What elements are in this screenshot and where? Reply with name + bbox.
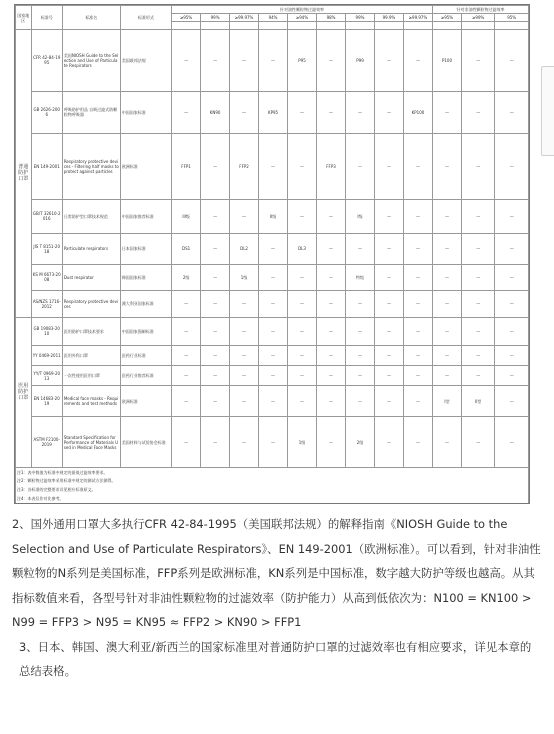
cell-value: —: [259, 346, 288, 366]
cell-value: —: [201, 317, 230, 346]
cell-value: —: [461, 346, 494, 366]
cell-value: —: [495, 200, 529, 233]
cell-value: —: [374, 91, 403, 133]
table-row: [16, 317, 529, 346]
cell-value: —: [230, 386, 259, 417]
cell-value: —: [432, 291, 461, 318]
cell-value: —: [317, 366, 346, 386]
standards-comparison-table: [14, 4, 530, 504]
cell-std-no: KS M 6673-2008: [31, 264, 62, 291]
cell-value: —: [201, 291, 230, 318]
cell-value: —: [432, 317, 461, 346]
table-footnote: 注4：本表仅作对比参考。: [16, 494, 529, 503]
header-sub: ≥99%: [461, 14, 494, 22]
cell-value: 1级: [230, 264, 259, 291]
cell-value: —: [259, 264, 288, 291]
cell-std-form: 医药行业标准: [120, 346, 171, 366]
header-sub: 99%: [201, 14, 230, 22]
header-std-name: 标准名: [62, 6, 120, 30]
cell-std-no: EN 14683-2019: [31, 386, 62, 417]
cell-std-form: 欧洲标准: [120, 386, 171, 417]
cell-value: —: [403, 200, 432, 233]
table-row: [16, 291, 529, 318]
cell-value: —: [495, 133, 529, 199]
cell-value: —: [201, 264, 230, 291]
cell-value: DS1: [172, 233, 201, 264]
cell-std-form: 中国国家推荐标准: [120, 200, 171, 233]
table-footnote: 注1：表中数值为标准中规定的最低过滤效率要求。: [16, 468, 529, 477]
note-paragraph-3: 3、日本、韩国、澳大利亚/新西兰的国家标准里对普通防护口罩的过滤效率也有相应要求，详见本章的总结表格。: [19, 639, 532, 678]
cell-value: I型: [432, 386, 461, 417]
header-sub: ≥94%: [288, 14, 317, 22]
cell-std-name: Respiratory protective devices - Filtering half masks to protect against particles: [62, 133, 120, 199]
cell-value: II级: [259, 200, 288, 233]
category-ordinary: 普通防护口罩: [16, 30, 32, 318]
cell-value: —: [346, 91, 375, 133]
header-sub: ≥99.97%: [230, 14, 259, 22]
header-sub: 95%: [495, 14, 529, 22]
cell-value: —: [432, 264, 461, 291]
cell-value: —: [201, 30, 230, 92]
cell-value: —: [495, 366, 529, 386]
cell-value: —: [374, 233, 403, 264]
cell-value: —: [317, 30, 346, 92]
cell-value: —: [432, 366, 461, 386]
cell-value: —: [317, 386, 346, 417]
cell-std-name: 美国NIOSH Guide to the Selection and Use of Particulate Respirators: [62, 30, 120, 92]
cell-std-no: EN 149-2001: [31, 133, 62, 199]
cell-value: —: [259, 233, 288, 264]
cell-value: —: [432, 233, 461, 264]
cell-value: —: [317, 91, 346, 133]
cell-std-name: Particulate respirators: [62, 233, 120, 264]
cell-value: 特级: [346, 264, 375, 291]
cell-value: —: [432, 133, 461, 199]
cell-value: —: [432, 91, 461, 133]
cell-value: —: [201, 200, 230, 233]
cell-value: —: [317, 317, 346, 346]
cell-value: —: [346, 317, 375, 346]
cell-value: —: [172, 417, 201, 468]
cell-value: —: [346, 346, 375, 366]
cell-std-no: GB 2626-2006: [31, 91, 62, 133]
cell-value: —: [403, 233, 432, 264]
cell-value: —: [172, 30, 201, 92]
cell-value: —: [230, 91, 259, 133]
cell-value: —: [461, 264, 494, 291]
cell-std-no: YY/T 0969-2013: [31, 366, 62, 386]
cell-std-name: 呼吸防护用品 自吸过滤式防颗粒物呼吸器: [62, 91, 120, 133]
cell-value: —: [230, 346, 259, 366]
cell-std-form: 日本国家标准: [120, 233, 171, 264]
cell-value: —: [259, 417, 288, 468]
cell-value: —: [317, 346, 346, 366]
cell-value: KP95: [259, 91, 288, 133]
cell-value: 1级: [288, 417, 317, 468]
cell-value: —: [374, 366, 403, 386]
cell-value: P100: [432, 30, 461, 92]
table-row: [16, 346, 529, 366]
note-paragraph-2: 2、国外通用口罩大多执行CFR 42-84-1995（美国联邦法规）的解释指南《NIOSH Guide to the Selection and Use of Particulate Respirators》、EN 149-2001（欧洲标准）。可以看到，针对非油性颗粒物的N系列是美国标准，FFP系列是欧洲标准，KN系列是中国标准，数字越大防护等级也越高。从其指标数值来看，各型号针对非油性颗粒物的过滤效率（防护能力）从高到低依次为：N100 = KN100 > N99 = FFP3 > N95 = KN95 ≈ FFP2 > KN90 > FFP1: [12, 517, 541, 629]
table-row: [16, 233, 529, 264]
cell-value: —: [461, 91, 494, 133]
cell-value: —: [346, 366, 375, 386]
side-scroll-widget[interactable]: [541, 66, 554, 156]
notes-text: [12, 512, 542, 684]
table-row: [16, 91, 529, 133]
cell-std-no: AS/NZS 1716-2012: [31, 291, 62, 318]
cell-std-no: CFR 42-84-1995: [31, 30, 62, 92]
header-group-oil: 针对油性颗粒物过滤效率: [172, 6, 433, 14]
cell-std-name: 医用防护口罩技术要求: [62, 317, 120, 346]
cell-value: —: [201, 417, 230, 468]
cell-value: FFP2: [230, 133, 259, 199]
cell-value: —: [495, 264, 529, 291]
cell-value: —: [346, 386, 375, 417]
cell-value: —: [288, 264, 317, 291]
cell-std-name: 日常防护型口罩技术规范: [62, 200, 120, 233]
header-sub: ≥95%: [432, 14, 461, 22]
cell-std-name: Medical face masks - Requirements and test methods: [62, 386, 120, 417]
cell-std-form: 中国国家标准: [120, 91, 171, 133]
cell-value: —: [259, 317, 288, 346]
cell-std-name: 一次性使用医用口罩: [62, 366, 120, 386]
table-row: [16, 30, 529, 92]
cell-value: —: [201, 233, 230, 264]
cell-value: —: [495, 386, 529, 417]
cell-value: —: [403, 133, 432, 199]
cell-value: —: [495, 91, 529, 133]
cell-std-name: 医用外科口罩: [62, 346, 120, 366]
header-group-nonoil: 针对非油性颗粒物过滤效率: [432, 6, 528, 14]
cell-value: —: [374, 200, 403, 233]
table-footnote: 注2：颗粒物过滤效率采用标准中规定的测试方法测得。: [16, 476, 529, 485]
cell-value: —: [461, 291, 494, 318]
header-std-no: 标准号: [31, 6, 62, 30]
cell-value: —: [172, 317, 201, 346]
cell-std-name: Dust respirator: [62, 264, 120, 291]
cell-value: —: [317, 417, 346, 468]
cell-value: —: [230, 291, 259, 318]
cell-value: —: [374, 291, 403, 318]
cell-value: —: [374, 133, 403, 199]
cell-value: —: [172, 346, 201, 366]
cell-value: —: [403, 264, 432, 291]
cell-value: —: [172, 291, 201, 318]
cell-value: —: [432, 417, 461, 468]
cell-value: —: [172, 91, 201, 133]
cell-value: —: [403, 291, 432, 318]
cell-value: —: [259, 30, 288, 92]
cell-value: DL2: [230, 233, 259, 264]
cell-value: —: [230, 317, 259, 346]
cell-value: KP100: [403, 91, 432, 133]
cell-value: —: [230, 30, 259, 92]
cell-value: —: [288, 91, 317, 133]
cell-std-no: GB/T 32610-2016: [31, 200, 62, 233]
cell-value: FFP3: [317, 133, 346, 199]
cell-value: —: [403, 386, 432, 417]
cell-value: —: [317, 264, 346, 291]
cell-std-no: GB 19083-2010: [31, 317, 62, 346]
cell-value: —: [346, 291, 375, 318]
table-row: [16, 200, 529, 233]
cell-value: —: [403, 346, 432, 366]
cell-value: —: [172, 366, 201, 386]
cell-value: —: [461, 417, 494, 468]
cell-value: P99: [346, 30, 375, 92]
cell-value: —: [374, 264, 403, 291]
cell-std-form: 美国联邦法规: [120, 30, 171, 92]
header-sub: ≥99.97%: [403, 14, 432, 22]
cell-value: —: [461, 200, 494, 233]
cell-value: —: [374, 346, 403, 366]
table-row: [16, 366, 529, 386]
cell-value: —: [259, 133, 288, 199]
cell-value: —: [288, 317, 317, 346]
table-row: [16, 133, 529, 199]
header-sub: 99%: [346, 14, 375, 22]
cell-value: —: [432, 346, 461, 366]
cell-value: —: [201, 366, 230, 386]
header-sub: 94%: [259, 14, 288, 22]
cell-value: —: [495, 317, 529, 346]
category-medical: 医用防护口罩: [16, 317, 32, 467]
cell-value: —: [461, 317, 494, 346]
cell-std-no: ASTM F2100-2019: [31, 417, 62, 468]
cell-value: —: [374, 317, 403, 346]
cell-value: —: [495, 233, 529, 264]
table-row: [16, 417, 529, 468]
cell-value: —: [346, 233, 375, 264]
cell-value: FFP1: [172, 133, 201, 199]
header-sub: ≥95%: [172, 14, 201, 22]
cell-value: 2级: [346, 417, 375, 468]
header-region: 国家地区: [16, 6, 32, 30]
cell-value: —: [259, 386, 288, 417]
cell-std-no: JIS T 8151-2018: [31, 233, 62, 264]
cell-value: —: [346, 133, 375, 199]
cell-value: —: [495, 291, 529, 318]
cell-value: 2级: [172, 264, 201, 291]
header-sub: 99.9%: [374, 14, 403, 22]
cell-std-form: 欧洲标准: [120, 133, 171, 199]
table-footnote: 注3：各标准的完整要求详见相应标准原文。: [16, 485, 529, 494]
cell-std-form: 医药行业推荐标准: [120, 366, 171, 386]
cell-std-name: Standard Specification for Performance of Materials Used in Medical Face Masks: [62, 417, 120, 468]
cell-value: —: [288, 133, 317, 199]
cell-value: —: [172, 386, 201, 417]
cell-value: —: [201, 386, 230, 417]
cell-std-form: 中国国家强制标准: [120, 317, 171, 346]
cell-value: I级: [346, 200, 375, 233]
cell-value: —: [201, 133, 230, 199]
cell-std-no: YY 0469-2011: [31, 346, 62, 366]
cell-value: —: [288, 291, 317, 318]
cell-value: —: [288, 386, 317, 417]
cell-value: —: [288, 346, 317, 366]
cell-value: —: [403, 317, 432, 346]
cell-value: —: [230, 200, 259, 233]
cell-value: —: [374, 30, 403, 92]
cell-std-form: 澳大利亚国家标准: [120, 291, 171, 318]
cell-value: —: [288, 200, 317, 233]
cell-std-form: 美国材料与试验协会标准: [120, 417, 171, 468]
header-std-form: 标准形式: [120, 6, 171, 30]
cell-value: —: [317, 233, 346, 264]
cell-value: III级: [172, 200, 201, 233]
cell-value: —: [495, 30, 529, 92]
cell-value: —: [403, 417, 432, 468]
cell-value: P95: [288, 30, 317, 92]
cell-value: —: [317, 291, 346, 318]
cell-value: KN90: [201, 91, 230, 133]
cell-value: —: [461, 133, 494, 199]
cell-value: —: [288, 366, 317, 386]
cell-value: —: [317, 200, 346, 233]
cell-value: —: [201, 346, 230, 366]
cell-value: —: [259, 291, 288, 318]
table-row: [16, 386, 529, 417]
cell-value: —: [374, 386, 403, 417]
cell-value: —: [259, 366, 288, 386]
cell-value: DL3: [288, 233, 317, 264]
cell-value: —: [461, 30, 494, 92]
cell-value: —: [461, 233, 494, 264]
cell-value: —: [403, 30, 432, 92]
cell-value: —: [403, 366, 432, 386]
cell-value: —: [495, 346, 529, 366]
cell-std-name: Respiratory protective devices: [62, 291, 120, 318]
cell-std-form: 韩国国家标准: [120, 264, 171, 291]
cell-value: —: [461, 366, 494, 386]
cell-value: —: [495, 417, 529, 468]
cell-value: —: [230, 366, 259, 386]
cell-value: —: [432, 200, 461, 233]
cell-value: —: [374, 417, 403, 468]
cell-value: —: [230, 417, 259, 468]
header-sub: 98%: [317, 14, 346, 22]
cell-value: II型: [461, 386, 494, 417]
table-row: [16, 264, 529, 291]
